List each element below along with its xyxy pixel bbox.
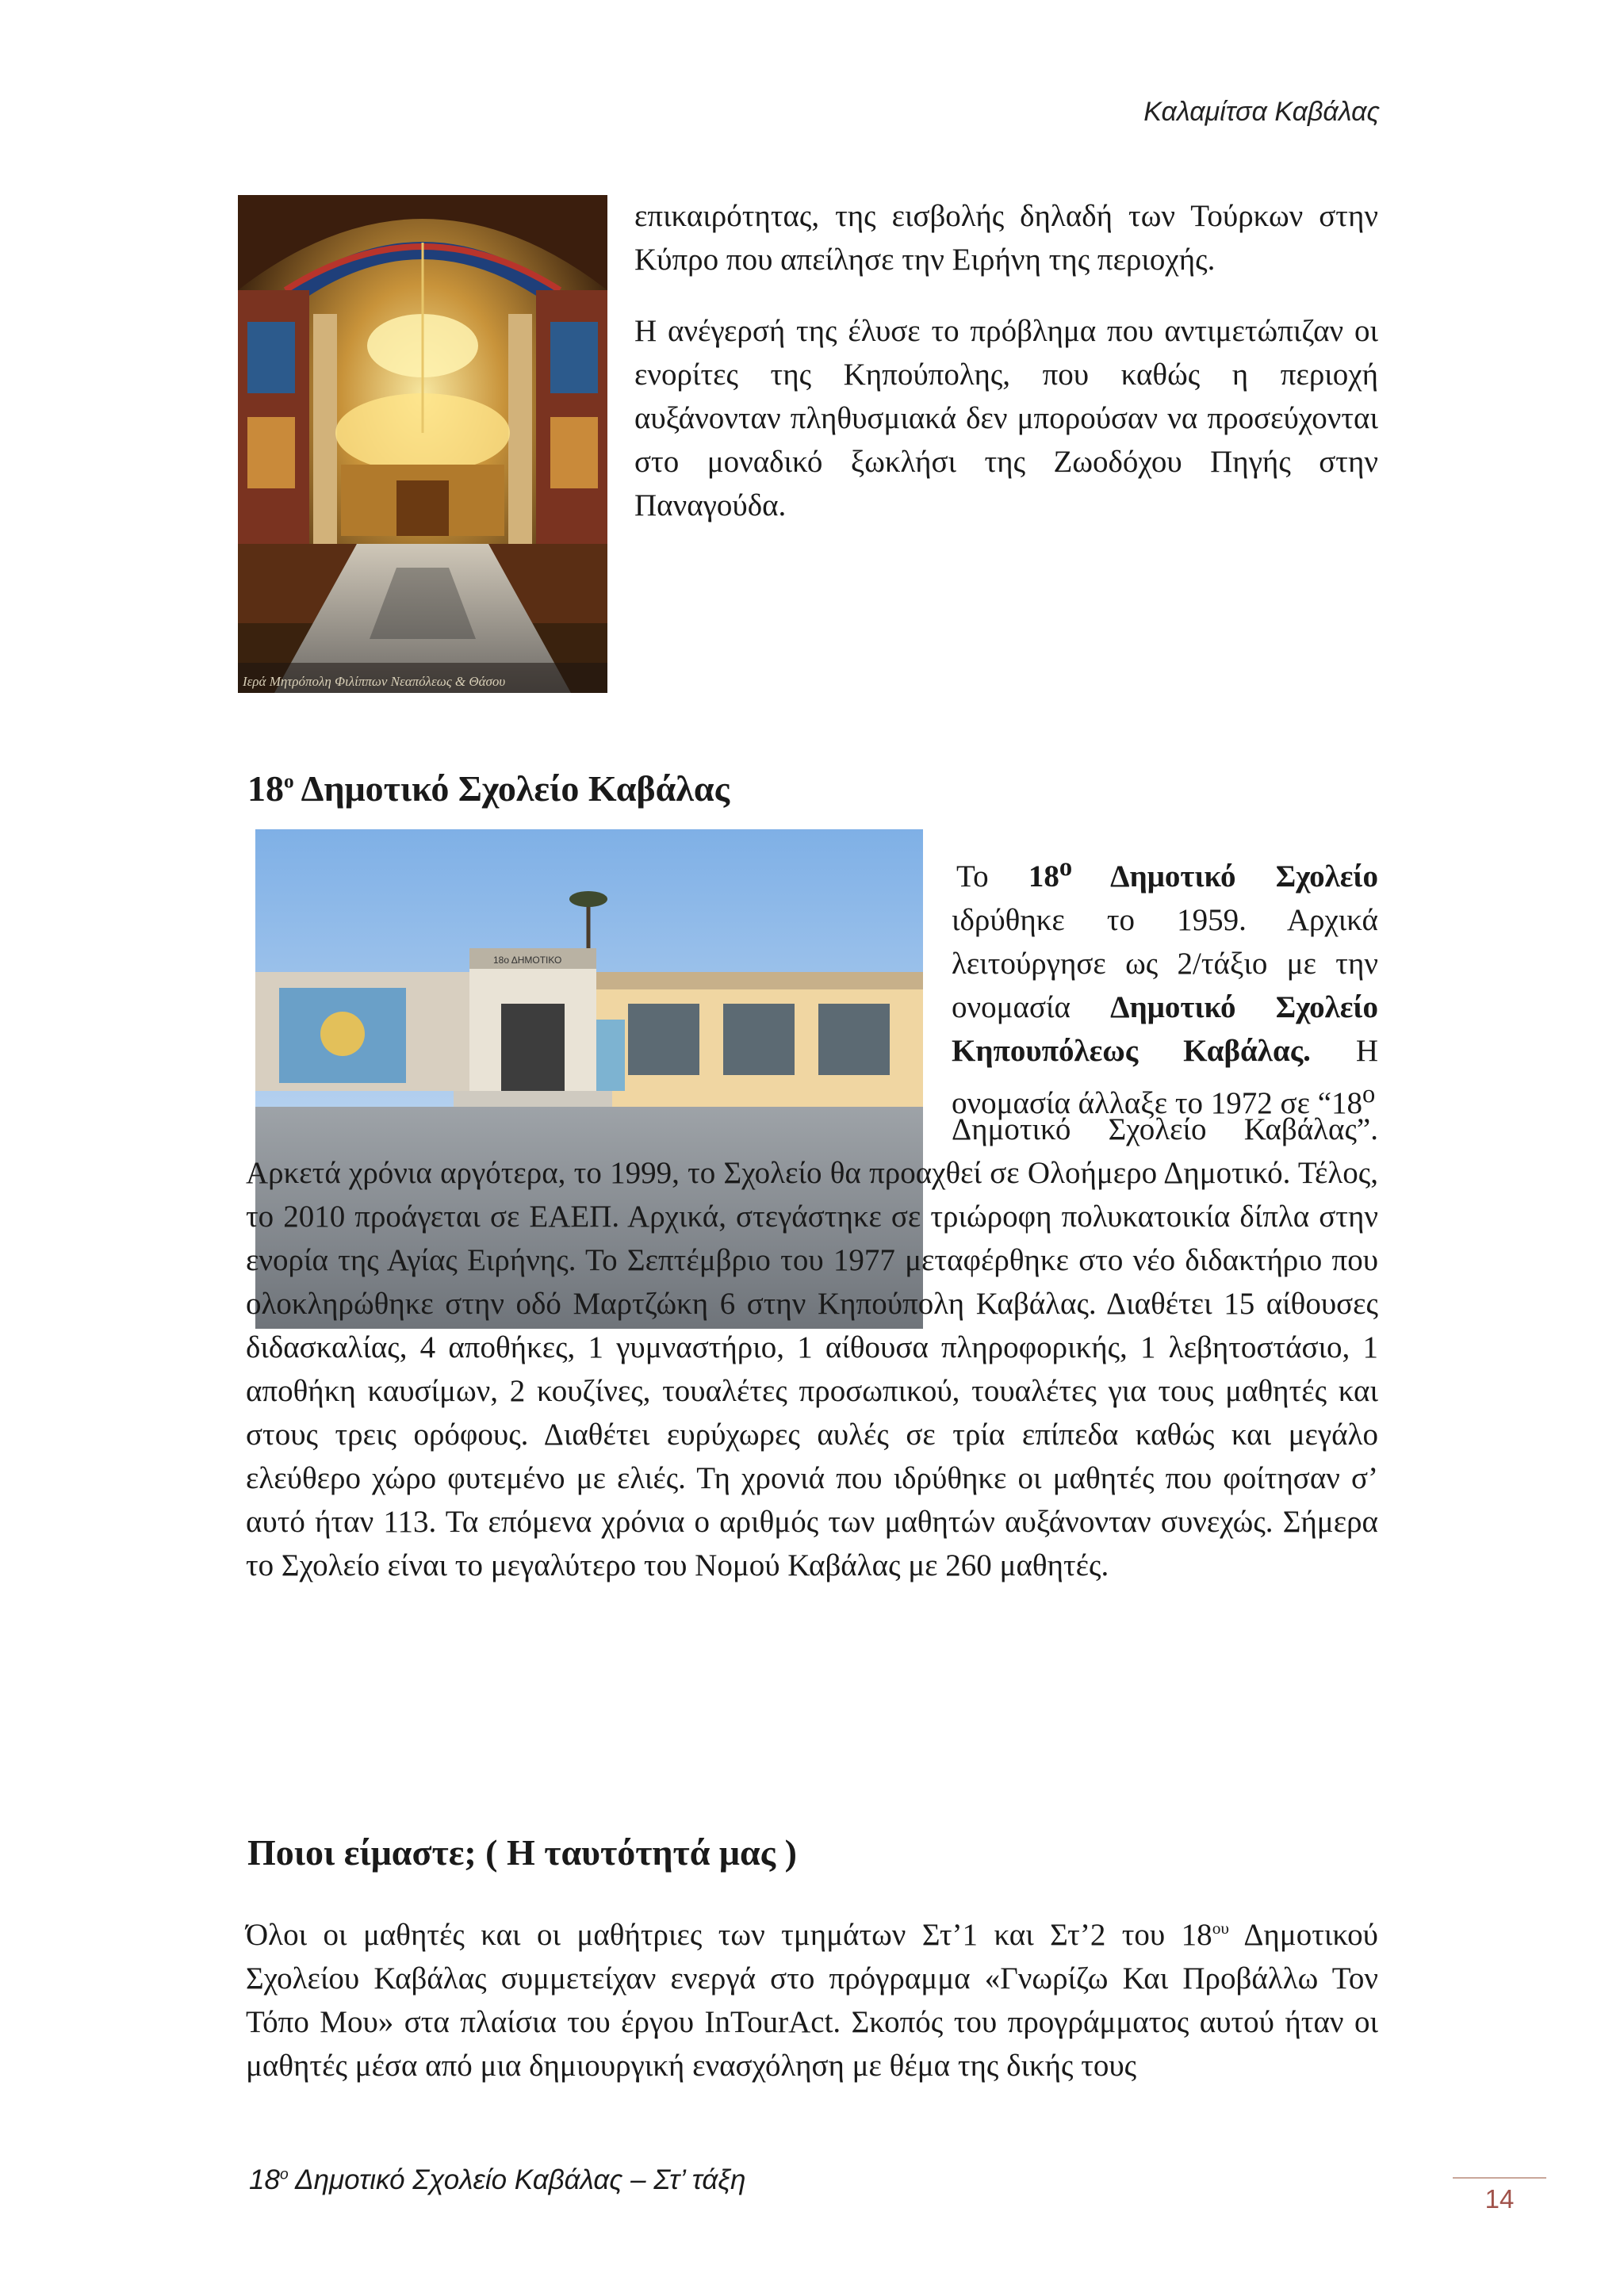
text-to: Το [956, 859, 989, 894]
identity-paragraph: Όλοι οι μαθητές και οι μαθήτριες των τμημάτων Στ’1 και Στ’2 του $18^{o\upsilon}$ Δημοτικού Σχολείου Καβάλας συμμετείχαν ενεργά στο πρόγραμμα «Γνωρίζω Και Προβάλλω Τον Τόπο Μου» στα πλαίσια του έργου InTourAct. Σκοπός του προγράμματος αυτού ήταν οι μαθητές μέσα από μια δημιουργική ενασχόληση με θέμα της δικής τους [246, 1918, 1378, 2083]
running-footer: $18^o$ Δημοτικό Σχολείο Καβάλας – Στ’ τάξη [249, 2164, 746, 2195]
text-founded: ιδρύθηκε το 1959. Αρχικά λειτούργησε ως 2/τάξιο με την ονομασία [952, 903, 1378, 1024]
school-sign: 18ο ΔΗΜΟΤΙΚΟ [493, 955, 562, 966]
intro-paragraph-1: επικαιρότητας, της εισβολής δηλαδή των Τούρκων στην Κύπρο που απείλησε την Ειρήνη της περιοχής. [634, 199, 1378, 277]
page-number-rule [1453, 2177, 1546, 2179]
text-renamed: Η ονομασία άλλαξε το 1972 σε “18 [952, 1034, 1378, 1120]
church-interior-photo [238, 195, 607, 693]
text-school-num: 18 [1028, 859, 1059, 894]
school-history-paragraph: Δημοτικό Σχολείο Καβάλας”. Αρκετά χρόνια αργότερα, το 1999, το Σχολείο θα προαχθεί σε Ολοήμερο Δημοτικό. Τέλος, το 2010 προάγεται σε ΕΑΕΠ. Αρχικά, στεγάστηκε σε τριώροφη πολυκατοικία δίπλα στην ενορία της Αγίας Ειρήνης. Το Σεπτέμβριο του 1977 μεταφέρθηκε στο νέο διδακτήριο που ολοκληρώθηκε στην οδό Μαρτζώκη 6 στην Κηπούπολη Καβάλας. Διαθέτει 15 αίθουσες διδασκαλίας, 4 αποθήκες, 1 γυμναστήριο, 1 αίθουσα πληροφορικής, 1 λεβητοστάσιο, 1 αποθήκη καυσίμων, 2 κουζίνες, τουαλέτες προσωπικού, τουαλέτες για τους μαθητές και στους τρεις ορόφους. Διαθέτει ευρύχωρες αυλές σε τρία επίπεδα καθώς και μεγάλο ελεύθερο χώρο φυτεμένο με ελιές. Τη χρονιά που ιδρύθηκε οι μαθητές που φοίτησαν σ’ αυτό ήταν 113. Τα επόμενα χρόνια ο αριθμός των μαθητών αυξάνονταν συνεχώς. Σήμερα το Σχολείο είναι το μεγαλύτερο του Νομού Καβάλας με 260 μαθητές. [246, 1112, 1378, 1582]
school-text-column [952, 846, 1378, 1125]
intro-paragraph-2: Η ανέγερσή της έλυσε το πρόβλημα που αντιμετώπιζαν οι ενορίτες της Κηπούπολης, που καθώς η περιοχή αυξάνονταν πληθυσμιακά δεν μπορούσαν να προσεύχονται στο μοναδικό ξωκλήσι της Ζωοδόχου Πηγής στην Παναγούδα. [634, 314, 1378, 522]
photo-caption: Ιερά Μητρόπολη Φιλίππων Νεαπόλεως & Θάσου [243, 674, 506, 689]
text-renamed-sup: ο [1362, 1080, 1376, 1108]
page-number: 14 [1484, 2184, 1515, 2214]
text-original-name: Δημοτικό Σχολείο Κηπουπόλεως Καβάλας. [952, 990, 1379, 1068]
text-school-sup: ο [1059, 853, 1073, 882]
text-school-name: Δημοτικό Σχολείο [1110, 859, 1378, 894]
running-header: Καλαμίτσα Καβάλας [1143, 97, 1380, 127]
section-heading-school: $18^o$ Δημοτικό Σχολείο Καβάλας [247, 768, 730, 809]
section-heading-identity: Ποιοι είμαστε; ( Η ταυτότητά μας ) [247, 1832, 797, 1873]
